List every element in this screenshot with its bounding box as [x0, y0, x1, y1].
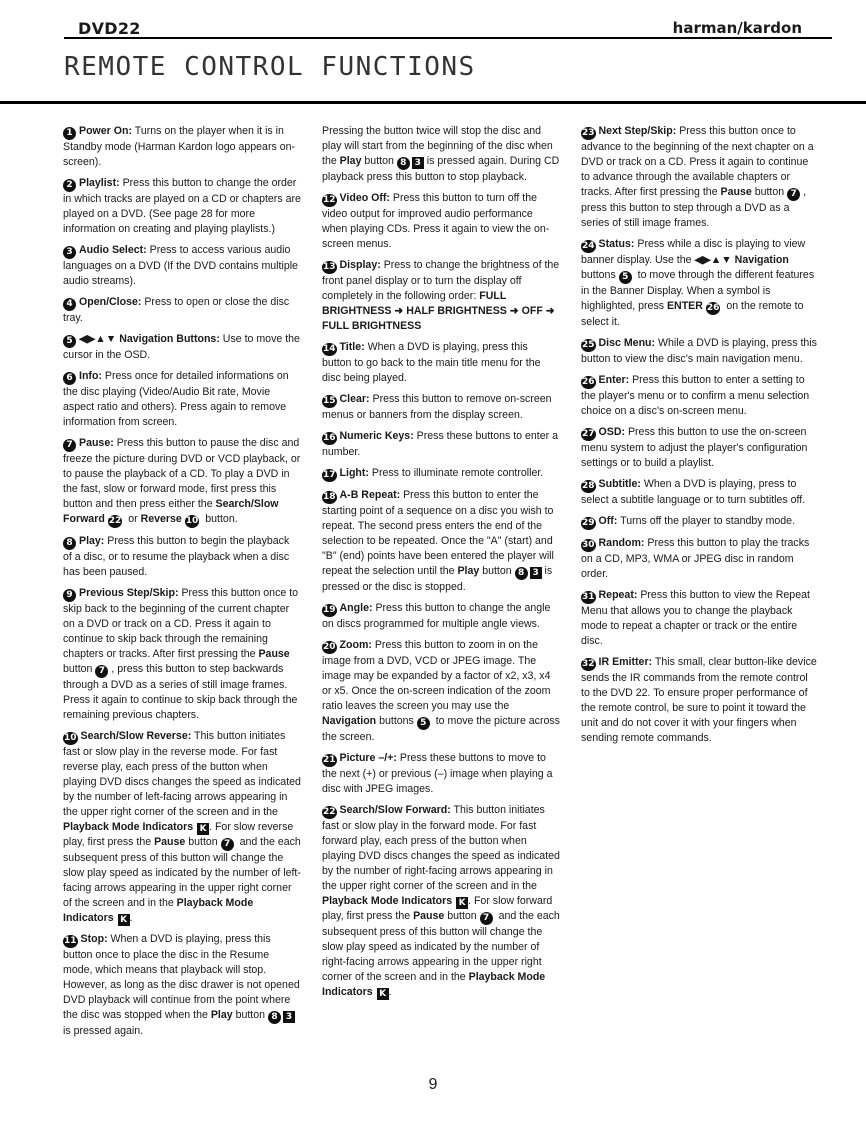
- number-badge-icon: 7: [63, 439, 76, 452]
- body-text: is pressed again. During CD playback press this button to stop playback.: [322, 155, 560, 183]
- bold-text: Pause: [413, 910, 445, 922]
- bold-text: Search/Slow Forward: [63, 498, 279, 525]
- body-text: on the remote to select it.: [581, 300, 804, 328]
- bold-text: Play:: [79, 535, 105, 547]
- bold-text: Off:: [598, 515, 618, 527]
- k-indicator-icon: K: [118, 914, 130, 926]
- body-text: button: [361, 155, 397, 167]
- number-badge-icon: 5: [63, 335, 76, 348]
- function-item: [322, 466, 560, 482]
- body-text: . For slow forward play, first press the: [322, 895, 553, 922]
- body-text: Press this button to play the tracks on a CD, MP3, WMA or JPEG disc in random order.: [581, 537, 810, 580]
- bold-text: Numeric Keys:: [339, 430, 414, 442]
- number-badge-icon: 15: [323, 396, 336, 406]
- bold-text: Play: [457, 565, 480, 577]
- number-badge-icon: 3: [63, 246, 76, 259]
- body-text: This button initiates fast or slow play in the reverse mode. For fast reverse play, each press of the button when playing DVD discs changes the speed as indicated by the number of left-facing arrows appearing in the upper right corner of the screen and in the: [63, 730, 301, 818]
- title-rule: [0, 101, 866, 104]
- column-1: [63, 124, 301, 1045]
- function-item: [581, 336, 819, 367]
- column-3: [581, 124, 819, 752]
- body-text: button: [232, 1009, 268, 1021]
- bold-text: Power On:: [79, 125, 132, 137]
- body-text: Turns on the player when it is in Standby mode (Harman Kardon logo appears on-screen).: [63, 125, 296, 168]
- play-button-icon: 8: [515, 567, 528, 580]
- body-text: . For slow reverse play, first press the: [63, 821, 294, 848]
- body-text: Pressing the button twice will stop the disc and play will start from the beginning of the disc when the: [322, 125, 553, 167]
- bold-text: Pause: [720, 186, 752, 198]
- function-item: [581, 425, 819, 471]
- number-badge-icon: 31: [582, 592, 595, 602]
- number-badge-icon: 7: [480, 912, 493, 925]
- number-badge-icon: 12: [323, 195, 336, 205]
- header-rule: [64, 37, 832, 39]
- function-item: [63, 932, 301, 1039]
- bold-text: Title:: [339, 341, 365, 353]
- bold-text: Random:: [598, 537, 645, 549]
- number-badge-icon: 7: [787, 188, 800, 201]
- function-item: [63, 369, 301, 430]
- bold-text: Subtitle:: [598, 478, 641, 490]
- body-text: When a DVD is playing, press to select a subtitle language or to turn subtitles off.: [581, 478, 806, 506]
- body-text: Press this button to begin the playback of a disc, or to resume the playback when a disc has been paused.: [63, 535, 290, 578]
- body-text: Press this button to change the angle on discs programmed for multiple angle views.: [322, 602, 551, 630]
- number-badge-icon: 22: [323, 807, 336, 817]
- body-text: Press this button to pause the disc and freeze the picture during DVD or VCD playback, or to pause the playback of a CD. To play a DVD in the fast, slow or forward mode, first press this button and then press either the: [63, 437, 301, 510]
- body-text: button: [479, 565, 515, 577]
- bold-text: Playback Mode Indicators: [63, 897, 254, 924]
- number-badge-icon: 19: [323, 605, 336, 615]
- bold-text: Playlist:: [79, 177, 120, 189]
- function-item: [322, 638, 560, 745]
- function-item: [322, 488, 560, 595]
- bold-text: Stop:: [80, 933, 108, 945]
- body-text: button: [63, 663, 96, 675]
- number-badge-icon: 30: [582, 540, 595, 550]
- function-item: [322, 429, 560, 460]
- body-text: Press once for detailed informations on the disc playing (Video/Audio Bit rate, Movie aspect ratio and others). Press again to remove information from screen.: [63, 370, 289, 428]
- function-item: [63, 586, 301, 723]
- body-text: Press to open or close the disc tray.: [63, 296, 290, 324]
- function-item: [322, 392, 560, 423]
- function-item: [322, 601, 560, 632]
- bold-text: Previous Step/Skip:: [79, 587, 179, 599]
- bold-text: Info:: [79, 370, 102, 382]
- body-text: is pressed or the disc is stopped.: [322, 565, 553, 593]
- function-item: [322, 340, 560, 386]
- brand-logo: harman/kardon: [672, 19, 802, 37]
- body-text: While a DVD is playing, press this button to view the disc's main navigation menu.: [581, 337, 817, 365]
- bold-text: ENTER: [666, 300, 703, 312]
- number-badge-icon: 6: [63, 372, 76, 385]
- number-badge-icon: 21: [323, 755, 336, 765]
- function-item: [63, 243, 301, 289]
- number-badge-icon: 28: [582, 481, 595, 491]
- body-text: Press these buttons to move to the next (+) or previous (–) image when playing a disc with JPEG images.: [322, 752, 553, 795]
- page-title: REMOTE CONTROL FUNCTIONS: [64, 52, 476, 82]
- bold-text: Picture –/+:: [339, 752, 397, 764]
- bold-text: Enter:: [598, 374, 630, 386]
- page-number: 9: [428, 1076, 438, 1093]
- body-text: When a DVD is playing, press this button once to place the disc in the Resume mode, which means that playback will stop. However, as long as the disc drawer is not opened DVD playback will continue from the point where the disc was stopped when the: [63, 933, 300, 1021]
- bold-text: Clear:: [339, 393, 370, 405]
- body-text: buttons: [581, 269, 619, 281]
- body-text: button: [444, 910, 480, 922]
- bold-text: Disc Menu:: [598, 337, 656, 349]
- bold-text: Audio Select:: [79, 244, 147, 256]
- body-text: Press this button to view the Repeat Menu that allows you to change the playback mode to repeat a chapter or track or the entire disc.: [581, 589, 810, 647]
- body-text: When a DVD is playing, press this button to go back to the main title menu for the disc being played.: [322, 341, 541, 384]
- number-badge-icon: 27: [582, 429, 595, 439]
- bold-text: Playback Mode Indicators: [322, 971, 546, 998]
- function-item: [63, 534, 301, 580]
- column-2: [322, 124, 560, 1006]
- function-item: [581, 536, 819, 582]
- number-badge-icon: 14: [323, 344, 336, 354]
- k-indicator-icon: K: [456, 897, 468, 909]
- number-badge-icon: 10: [64, 733, 77, 743]
- bold-text: Open/Close:: [79, 296, 142, 308]
- number-badge-icon: 9: [63, 589, 76, 602]
- model-name: DVD22: [78, 19, 141, 38]
- body-text: Press while a disc is playing to view banner display. Use the: [581, 238, 806, 266]
- bold-text: Light:: [339, 467, 369, 479]
- function-item: [581, 477, 819, 508]
- function-item: [63, 729, 301, 926]
- function-item: [581, 514, 819, 530]
- body-text: Press this button to enter a setting to the player's menu or to confirm a menu selection choice on a disc's on-screen menu.: [581, 374, 810, 417]
- bold-text: IR Emitter:: [598, 656, 653, 668]
- body-text: .: [129, 912, 133, 924]
- body-text: Press this button once to skip back to the beginning of the current chapter on a DVD or track on a CD. Press it again to continue to skip back through the remaining chapters or tracks. After first pressing the: [63, 587, 299, 660]
- play-button-icon: 3: [283, 1011, 295, 1023]
- bold-text: Navigation: [322, 715, 377, 727]
- number-badge-icon: 29: [582, 518, 595, 528]
- bold-text: Display:: [339, 259, 381, 271]
- bold-text: Next Step/Skip:: [598, 125, 677, 137]
- bold-text: ◀▶▲▼ Navigation: [694, 254, 789, 266]
- number-badge-icon: 20: [323, 642, 336, 652]
- number-badge-icon: 2: [63, 179, 76, 192]
- function-item: [581, 588, 819, 649]
- function-item: [581, 655, 819, 746]
- bold-text: OSD:: [598, 426, 626, 438]
- body-text: This small, clear button-like device sends the IR commands from the remote control to the DVD 22. To ensure proper performance of the remote control, be sure to point it toward the unit and do not cover it with your fingers when sending remote commands.: [581, 656, 817, 744]
- body-text: Press this button to zoom in on the image from a DVD, VCD or JPEG image. The image may be expanded by a factor of x2, x3, x4 or x5. Once the on-screen indication of the zoom ratio leaves the screen you may use the: [322, 639, 551, 712]
- number-badge-icon: 26: [582, 377, 595, 387]
- body-text: Turns off the player to standby mode.: [617, 515, 796, 527]
- number-badge-icon: 32: [582, 659, 595, 669]
- body-text: buttons: [376, 715, 417, 727]
- body-text: , press this button to step through a DVD as a series of still image frames.: [581, 186, 807, 229]
- bold-text: Playback Mode Indicators: [322, 895, 453, 907]
- body-text: .: [388, 986, 392, 998]
- body-text: , press this button to step backwards through a DVD as a series of still image frames. Press it again to continue to skip back through the remaining previous chapters.: [63, 663, 298, 721]
- body-text: and the each subsequent press of this button will change the slow play speed as indicated by the number of right-facing arrows appearing in the upper right corner of the screen and in the: [322, 910, 560, 983]
- body-text: This button initiates fast or slow play in the forward mode. For fast forward play, each press of the button when playing DVD discs changes the speed as indicated by the number of right-facing arrows appearing in the upper right corner of the screen and in the: [322, 804, 560, 892]
- bold-text: Pause:: [79, 437, 114, 449]
- function-item: [63, 124, 301, 170]
- bold-text: A-B Repeat:: [339, 489, 401, 501]
- play-button-icon: 3: [530, 567, 542, 579]
- play-button-icon: 8: [397, 157, 410, 170]
- body-text: to move the picture across the screen.: [322, 715, 560, 743]
- function-item: [322, 191, 560, 252]
- k-indicator-icon: K: [197, 823, 209, 835]
- body-text: Press this button to turn off the video output for improved audio performance when playing CDs. Press it again to view the on-screen menus.: [322, 192, 550, 250]
- number-badge-icon: 7: [95, 665, 108, 678]
- number-badge-icon: 17: [323, 470, 336, 480]
- function-item: [581, 124, 819, 231]
- body-text: Press to change the brightness of the front panel display or to turn the display off completely in the following order:: [322, 259, 560, 302]
- bold-text: Angle:: [339, 602, 373, 614]
- bold-text: Play: [339, 155, 362, 167]
- number-badge-icon: 13: [323, 262, 336, 272]
- body-text: button.: [202, 513, 238, 525]
- number-badge-icon: 5: [619, 271, 632, 284]
- function-item: [322, 258, 560, 334]
- function-item: [322, 751, 560, 797]
- function-item: [322, 803, 560, 1000]
- number-badge-icon: 26: [706, 303, 720, 313]
- number-badge-icon: 4: [63, 298, 76, 311]
- number-badge-icon: 22: [108, 516, 122, 526]
- function-item: [63, 295, 301, 326]
- bold-text: ◀▶▲▼ Navigation Buttons:: [79, 333, 220, 345]
- function-item: [322, 124, 560, 185]
- body-text: Press this button to remove on-screen menus or banners from the display screen.: [322, 393, 552, 421]
- number-badge-icon: 24: [582, 241, 595, 251]
- number-badge-icon: 11: [64, 936, 77, 946]
- body-text: and the each subsequent press of this button will change the slow play speed as indicated by the number of left-facing arrows appearing in the upper right corner of the screen and in the: [63, 836, 301, 909]
- bold-text: Search/Slow Reverse:: [80, 730, 192, 742]
- bold-text: Video Off:: [339, 192, 390, 204]
- function-item: [63, 176, 301, 237]
- body-text: or: [125, 513, 141, 525]
- function-item: [581, 373, 819, 419]
- body-text: Press this button to enter the starting point of a sequence on a disc you wish to repeat. The second press enters the end of the selection to be repeated. Once the "A" (start) and "B" (end) points have been entered the player will repeat the selection until the: [322, 489, 554, 577]
- bold-text: Status:: [598, 238, 635, 250]
- body-text: Press to illuminate remote controller.: [368, 467, 544, 479]
- bold-text: Play: [210, 1009, 233, 1021]
- number-badge-icon: 16: [323, 433, 336, 443]
- function-item: [63, 332, 301, 363]
- number-badge-icon: 10: [185, 516, 199, 526]
- body-text: Press this button once to advance to the beginning of the next chapter on a DVD or track on a CD. Press it again to continue to advance through the available chapters or tracks. After first pressing the: [581, 125, 814, 198]
- body-text: Press this button to change the order in which tracks are played on a CD or chapters are played on a DVD. (See page 28 for more information on creating and playing playlists.): [63, 177, 301, 235]
- number-badge-icon: 8: [63, 537, 76, 550]
- function-item: [63, 436, 301, 528]
- play-button-icon: 3: [412, 157, 424, 169]
- play-button-icon: 8: [268, 1011, 281, 1024]
- body-text: button: [751, 186, 788, 198]
- body-text: Press this button to use the on-screen menu system to adjust the player's configuration settings or to build a playlist.: [581, 426, 808, 469]
- body-text: to move through the different features in the Banner Display. When a symbol is highlighted, press: [581, 269, 815, 312]
- bold-text: Playback Mode Indicators: [63, 821, 194, 833]
- body-text: is pressed again.: [63, 1025, 144, 1037]
- bold-text: Zoom:: [339, 639, 372, 651]
- body-text: Use to move the cursor in the OSD.: [63, 333, 300, 361]
- number-badge-icon: 1: [63, 127, 76, 140]
- number-badge-icon: 18: [323, 492, 336, 502]
- number-badge-icon: 7: [221, 838, 234, 851]
- bold-text: Pause: [258, 648, 290, 660]
- bold-text: FULL BRIGHTNESS ➜ HALF BRIGHTNESS ➜ OFF ➜ FULL BRIGHTNESS: [322, 290, 555, 332]
- number-badge-icon: 23: [582, 128, 595, 138]
- bold-text: Repeat:: [598, 589, 638, 601]
- bold-text: Pause: [154, 836, 186, 848]
- bold-text: Reverse: [140, 513, 182, 525]
- body-text: Press these buttons to enter a number.: [322, 430, 558, 458]
- bold-text: Search/Slow Forward:: [339, 804, 451, 816]
- number-badge-icon: 25: [582, 340, 595, 350]
- function-item: [581, 237, 819, 330]
- k-indicator-icon: K: [377, 988, 389, 1000]
- body-text: button: [185, 836, 221, 848]
- number-badge-icon: 5: [417, 717, 430, 730]
- body-text: Press to access various audio languages on a DVD (If the DVD contains multiple audio streams).: [63, 244, 298, 287]
